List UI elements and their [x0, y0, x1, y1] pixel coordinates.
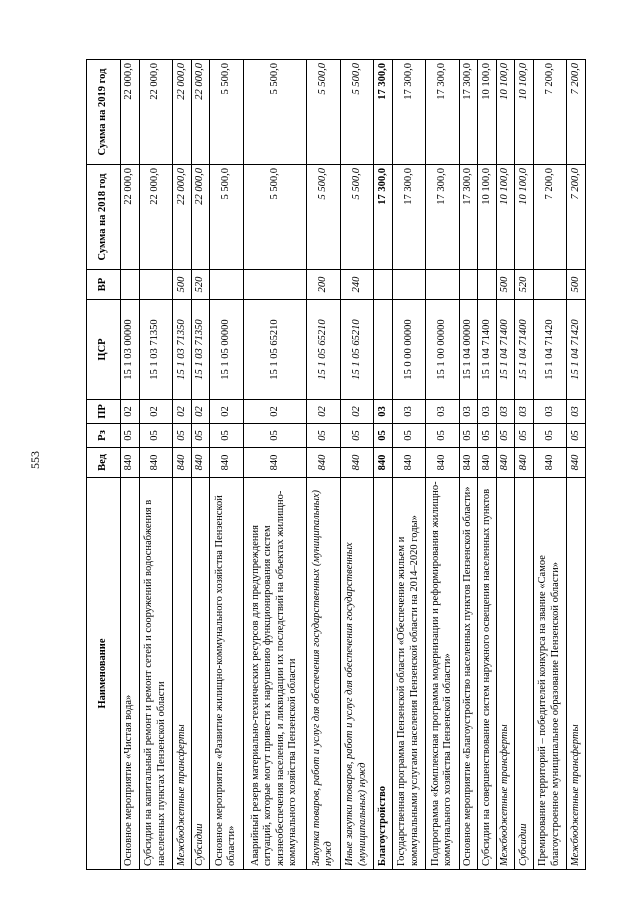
- cell-vr: 200: [307, 270, 341, 300]
- cell-vr: [533, 270, 567, 300]
- cell-ved: 840: [210, 448, 244, 478]
- cell-csr: 15 1 03 00000: [121, 300, 140, 400]
- budget-table: [86, 59, 586, 870]
- cell-rz: 05: [392, 424, 426, 448]
- cell-pr: 02: [210, 400, 244, 424]
- cell-ved: 840: [139, 448, 173, 478]
- cell-ved: 840: [243, 448, 306, 478]
- cell-ved: 840: [374, 448, 393, 478]
- cell-sum-2018: 5 500,0: [307, 165, 341, 270]
- cell-sum-2018: 5 500,0: [243, 165, 306, 270]
- cell-sum-2018: 22 000,0: [173, 165, 192, 270]
- cell-pr: 03: [533, 400, 567, 424]
- cell-name: Закупка товаров, работ и услуг для обеспечения государственных (муниципальных) нужд: [307, 478, 341, 870]
- cell-name: Субсидии на совершенствование систем наружного освещения населенных пунктов: [478, 478, 497, 870]
- col-header-sum-2018: Сумма на 2018 год: [87, 165, 121, 270]
- table-row: [496, 60, 515, 870]
- table-row: [210, 60, 244, 870]
- cell-rz: 05: [426, 424, 460, 448]
- cell-sum-2018: 5 500,0: [340, 165, 374, 270]
- cell-sum-2018: 7 200,0: [567, 165, 586, 270]
- col-header-pr: ПР: [87, 400, 121, 424]
- cell-sum-2018: 17 300,0: [459, 165, 478, 270]
- cell-vr: [478, 270, 497, 300]
- cell-ved: 840: [478, 448, 497, 478]
- cell-vr: [139, 270, 173, 300]
- cell-rz: 05: [374, 424, 393, 448]
- cell-csr: 15 1 05 65210: [307, 300, 341, 400]
- cell-rz: 05: [478, 424, 497, 448]
- cell-ved: 840: [392, 448, 426, 478]
- cell-rz: 05: [533, 424, 567, 448]
- cell-vr: 500: [567, 270, 586, 300]
- cell-sum-2019: 5 500,0: [340, 60, 374, 165]
- cell-name: Межбюджетные трансферты: [567, 478, 586, 870]
- table-row: [426, 60, 460, 870]
- cell-rz: 05: [567, 424, 586, 448]
- cell-rz: 05: [210, 424, 244, 448]
- cell-pr: 02: [340, 400, 374, 424]
- cell-ved: 840: [340, 448, 374, 478]
- cell-name: Аварийный резерв материально-технических ресурсов для предупреждения ситуаций, которые могут привести к нарушению функционирования систем жизнеобеспечения населения, и ликвидации их последствий на объектах жилищно-коммунального хозяйства Пензенской области: [243, 478, 306, 870]
- cell-name: Основное мероприятие «Благоустройство населенных пунктов Пензенской области»: [459, 478, 478, 870]
- cell-rz: 05: [243, 424, 306, 448]
- cell-rz: 05: [307, 424, 341, 448]
- cell-sum-2019: 5 500,0: [243, 60, 306, 165]
- cell-name: Основное мероприятие «Чистая вода»: [121, 478, 140, 870]
- cell-vr: [426, 270, 460, 300]
- cell-name: Межбюджетные трансферты: [496, 478, 515, 870]
- cell-rz: 05: [496, 424, 515, 448]
- cell-vr: 500: [496, 270, 515, 300]
- cell-vr: 520: [515, 270, 534, 300]
- cell-csr: 15 1 04 00000: [459, 300, 478, 400]
- cell-name: Премирование территорий – победителей конкурса на звание «Самое благоустроенное муниципальное образование Пензенской области»: [533, 478, 567, 870]
- table-row: [374, 60, 393, 870]
- table-row: [121, 60, 140, 870]
- cell-csr: 15 1 03 71350: [173, 300, 192, 400]
- cell-pr: 02: [191, 400, 210, 424]
- cell-pr: 02: [307, 400, 341, 424]
- cell-pr: 03: [459, 400, 478, 424]
- cell-sum-2019: 7 200,0: [567, 60, 586, 165]
- cell-vr: 240: [340, 270, 374, 300]
- cell-rz: 05: [173, 424, 192, 448]
- cell-ved: 840: [426, 448, 460, 478]
- cell-sum-2018: 22 000,0: [121, 165, 140, 270]
- table-row: [533, 60, 567, 870]
- cell-name: Благоустройство: [374, 478, 393, 870]
- cell-pr: 03: [496, 400, 515, 424]
- cell-vr: [374, 270, 393, 300]
- cell-vr: 520: [191, 270, 210, 300]
- cell-csr: 15 1 04 71400: [478, 300, 497, 400]
- cell-pr: 02: [139, 400, 173, 424]
- cell-csr: 15 1 04 71420: [567, 300, 586, 400]
- cell-name: Субсидии на капитальный ремонт и ремонт сетей и сооружений водоснабжения в населенных пунктах Пензенской области: [139, 478, 173, 870]
- table-row: [173, 60, 192, 870]
- budget-table-container: [86, 60, 586, 870]
- cell-vr: [210, 270, 244, 300]
- table-row: [392, 60, 426, 870]
- table-row: [515, 60, 534, 870]
- cell-sum-2018: 17 300,0: [426, 165, 460, 270]
- cell-rz: 05: [121, 424, 140, 448]
- cell-pr: 03: [392, 400, 426, 424]
- cell-rz: 05: [191, 424, 210, 448]
- cell-ved: 840: [173, 448, 192, 478]
- cell-pr: 03: [374, 400, 393, 424]
- cell-csr: 15 1 05 00000: [210, 300, 244, 400]
- cell-pr: 03: [426, 400, 460, 424]
- cell-name: Иные закупки товаров, работ и услуг для обеспечения государственных (муниципальных) нужд: [340, 478, 374, 870]
- cell-rz: 05: [139, 424, 173, 448]
- cell-csr: 15 1 04 71420: [533, 300, 567, 400]
- table-row: [139, 60, 173, 870]
- cell-ved: 840: [191, 448, 210, 478]
- cell-pr: 03: [567, 400, 586, 424]
- col-header-csr: ЦСР: [87, 300, 121, 400]
- cell-csr: 15 0 00 00000: [392, 300, 426, 400]
- cell-sum-2019: 7 200,0: [533, 60, 567, 165]
- cell-pr: 02: [243, 400, 306, 424]
- cell-csr: [374, 300, 393, 400]
- cell-rz: 05: [340, 424, 374, 448]
- table-row: [191, 60, 210, 870]
- cell-csr: 15 1 00 00000: [426, 300, 460, 400]
- col-header-ved: Вед: [87, 448, 121, 478]
- cell-rz: 05: [459, 424, 478, 448]
- cell-ved: 840: [533, 448, 567, 478]
- cell-sum-2019: 22 000,0: [191, 60, 210, 165]
- cell-csr: 15 1 03 71350: [191, 300, 210, 400]
- cell-sum-2019: 10 100,0: [496, 60, 515, 165]
- col-header-vr: ВР: [87, 270, 121, 300]
- cell-ved: 840: [121, 448, 140, 478]
- cell-sum-2018: 10 100,0: [515, 165, 534, 270]
- cell-sum-2019: 22 000,0: [173, 60, 192, 165]
- cell-csr: 15 1 05 65210: [243, 300, 306, 400]
- cell-csr: 15 1 03 71350: [139, 300, 173, 400]
- cell-name: Субсидии: [515, 478, 534, 870]
- cell-vr: [121, 270, 140, 300]
- cell-ved: 840: [459, 448, 478, 478]
- cell-csr: 15 1 04 71400: [515, 300, 534, 400]
- page-number: 553: [28, 451, 42, 469]
- cell-sum-2019: 17 300,0: [374, 60, 393, 165]
- cell-sum-2019: 5 500,0: [307, 60, 341, 165]
- cell-sum-2019: 17 300,0: [426, 60, 460, 165]
- cell-sum-2019: 10 100,0: [515, 60, 534, 165]
- cell-vr: [243, 270, 306, 300]
- cell-sum-2019: 17 300,0: [459, 60, 478, 165]
- table-row: [567, 60, 586, 870]
- cell-sum-2019: 17 300,0: [392, 60, 426, 165]
- cell-ved: 840: [567, 448, 586, 478]
- cell-name: Субсидии: [191, 478, 210, 870]
- cell-csr: 15 1 05 65210: [340, 300, 374, 400]
- cell-vr: [459, 270, 478, 300]
- cell-pr: 03: [478, 400, 497, 424]
- table-row: [478, 60, 497, 870]
- cell-sum-2019: 10 100,0: [478, 60, 497, 165]
- cell-sum-2019: 22 000,0: [121, 60, 140, 165]
- cell-pr: 02: [121, 400, 140, 424]
- cell-sum-2018: 22 000,0: [191, 165, 210, 270]
- cell-sum-2018: 7 200,0: [533, 165, 567, 270]
- cell-pr: 02: [173, 400, 192, 424]
- cell-ved: 840: [307, 448, 341, 478]
- table-row: [459, 60, 478, 870]
- cell-name: Государственная программа Пензенской области «Обеспечение жильем и коммунальными услугами населения Пензенской области на 2014–2020 годы»: [392, 478, 426, 870]
- cell-vr: 500: [173, 270, 192, 300]
- table-row: [307, 60, 341, 870]
- col-header-name: Наименование: [87, 478, 121, 870]
- cell-ved: 840: [515, 448, 534, 478]
- cell-sum-2019: 22 000,0: [139, 60, 173, 165]
- cell-pr: 03: [515, 400, 534, 424]
- cell-ved: 840: [496, 448, 515, 478]
- cell-sum-2018: 17 300,0: [392, 165, 426, 270]
- table-row: [340, 60, 374, 870]
- col-header-rz: Рз: [87, 424, 121, 448]
- cell-sum-2018: 5 500,0: [210, 165, 244, 270]
- cell-name: Межбюджетные трансферты: [173, 478, 192, 870]
- cell-csr: 15 1 04 71400: [496, 300, 515, 400]
- col-header-sum-2019: Сумма на 2019 год: [87, 60, 121, 165]
- cell-sum-2018: 10 100,0: [496, 165, 515, 270]
- cell-sum-2019: 5 500,0: [210, 60, 244, 165]
- cell-rz: 05: [515, 424, 534, 448]
- cell-sum-2018: 22 000,0: [139, 165, 173, 270]
- cell-name: Подпрограмма «Комплексная программа модернизации и реформирования жилищно-коммунального хозяйства Пензенской области»: [426, 478, 460, 870]
- cell-sum-2018: 17 300,0: [374, 165, 393, 270]
- table-row: [243, 60, 306, 870]
- cell-name: Основное мероприятие «Развитие жилищно-коммунального хозяйства Пензенской области»: [210, 478, 244, 870]
- header-row: [87, 60, 121, 870]
- cell-vr: [392, 270, 426, 300]
- cell-sum-2018: 10 100,0: [478, 165, 497, 270]
